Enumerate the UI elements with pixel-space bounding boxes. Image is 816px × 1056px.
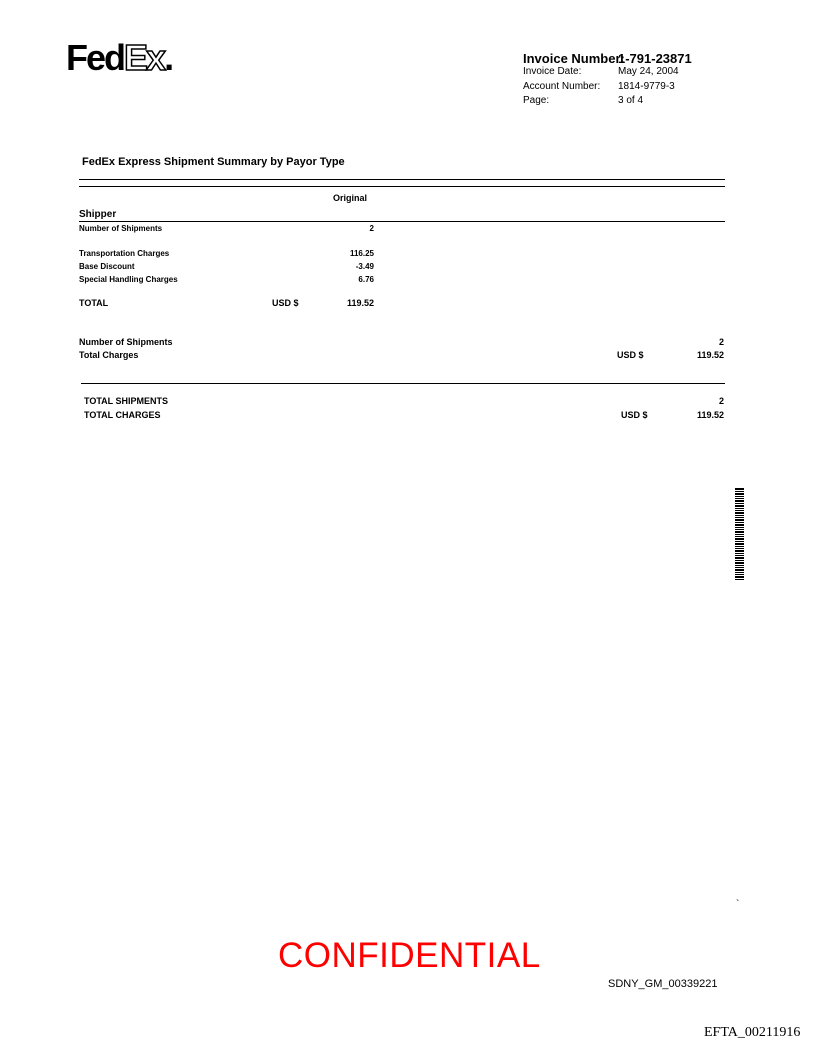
grand-charges-label: TOTAL CHARGES bbox=[84, 410, 161, 420]
row-label-special-handling: Special Handling Charges bbox=[79, 275, 178, 284]
group-rule bbox=[79, 221, 725, 222]
top-rule-1 bbox=[79, 179, 725, 180]
summary-shipments-value: 2 bbox=[718, 337, 724, 347]
account-number-label: Account Number: bbox=[523, 81, 601, 92]
row-label-transportation: Transportation Charges bbox=[79, 249, 170, 258]
group-label-shipper: Shipper bbox=[79, 209, 117, 220]
logo-dot: . bbox=[164, 37, 173, 78]
summary-charges-label: Total Charges bbox=[79, 350, 139, 360]
grand-shipments-value: 2 bbox=[718, 396, 724, 406]
row-label-shipments: Number of Shipments bbox=[79, 224, 163, 233]
summary-charges-value: 119.52 bbox=[696, 350, 724, 360]
invoice-number: 1-791-23871 bbox=[618, 51, 692, 66]
fedex-logo bbox=[66, 37, 173, 78]
total-label: TOTAL bbox=[79, 298, 109, 308]
page-number: 3 of 4 bbox=[618, 95, 644, 106]
column-header-original: Original bbox=[333, 193, 368, 203]
total-currency: USD $ bbox=[272, 298, 299, 308]
row-label-base-discount: Base Discount bbox=[79, 262, 135, 271]
row-value-base-discount: -3.49 bbox=[355, 262, 374, 271]
top-rule-2 bbox=[79, 186, 725, 187]
summary-charges-currency: USD $ bbox=[617, 350, 644, 360]
section-title: FedEx Express Shipment Summary by Payor Type bbox=[82, 156, 345, 168]
efta-number: EFTA_00211916 bbox=[704, 1025, 801, 1040]
row-value-special-handling: 6.76 bbox=[358, 275, 374, 284]
grand-charges-currency: USD $ bbox=[621, 410, 648, 420]
invoice-date-label: Invoice Date: bbox=[523, 66, 582, 77]
account-number: 1814-9779-3 bbox=[618, 81, 675, 92]
bates-number: SDNY_GM_00339221 bbox=[608, 978, 718, 990]
confidential-stamp: CONFIDENTIAL bbox=[278, 936, 541, 975]
row-value-transportation: 116.25 bbox=[349, 249, 374, 258]
grand-shipments-label: TOTAL SHIPMENTS bbox=[84, 396, 169, 406]
grand-charges-value: 119.52 bbox=[696, 410, 724, 420]
row-value-shipments: 2 bbox=[369, 224, 374, 233]
logo-ex: Ex bbox=[124, 37, 165, 78]
stray-mark: ` bbox=[736, 899, 740, 910]
invoice-number-label: Invoice Number: bbox=[523, 51, 625, 66]
invoice-date: May 24, 2004 bbox=[618, 66, 679, 77]
logo-fed: Fed bbox=[66, 37, 125, 78]
summary-shipments-label: Number of Shipments bbox=[79, 337, 173, 347]
grand-rule bbox=[81, 383, 725, 384]
page-label: Page: bbox=[523, 95, 550, 106]
barcode-icon bbox=[735, 488, 744, 580]
total-value: 119.52 bbox=[346, 298, 374, 308]
